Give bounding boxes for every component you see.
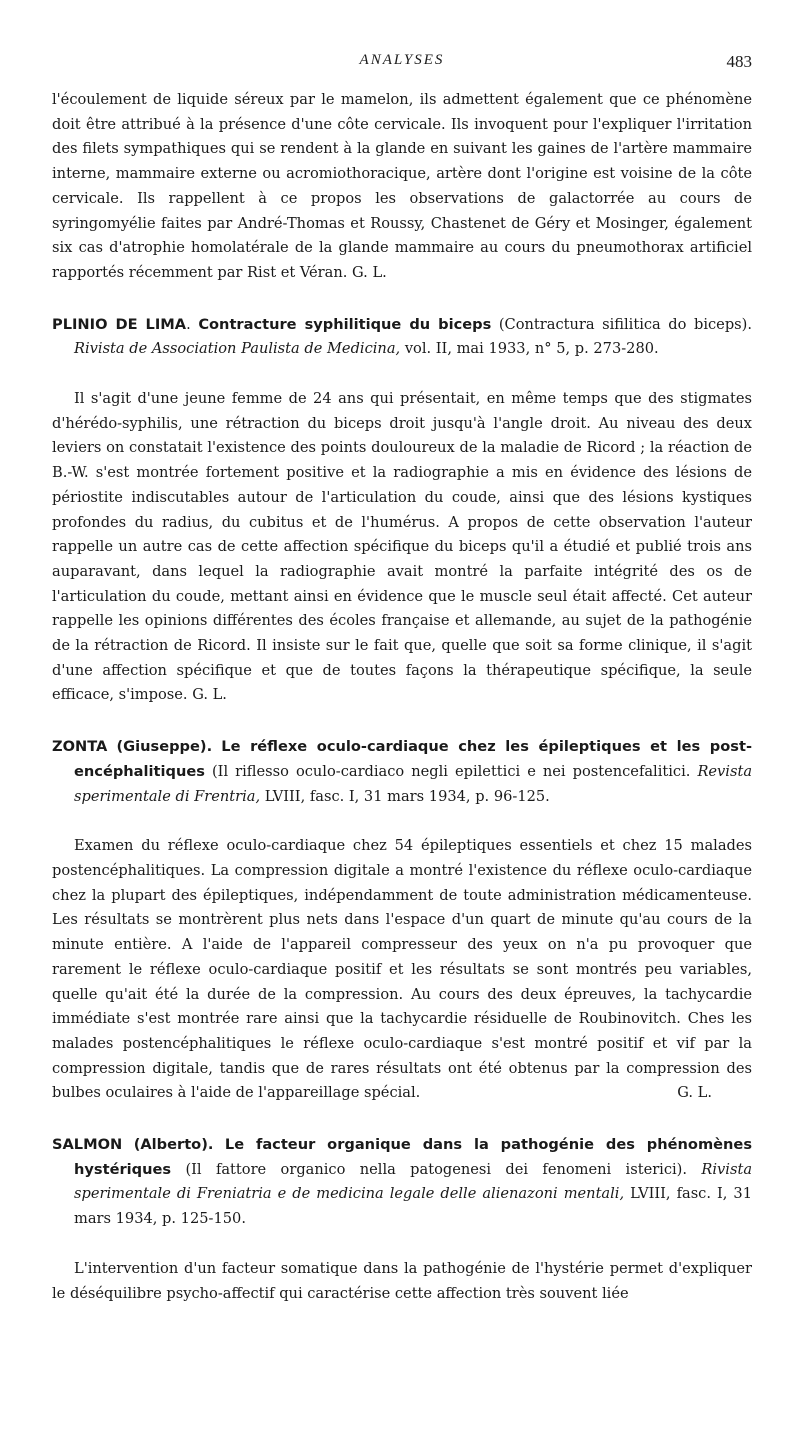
entry-title: Le réflexe oculo-cardiaque chez les épileptiques et les post-encéphalitiques [74, 738, 752, 780]
continuation-signature: G. L. [352, 263, 387, 281]
entry-heading [52, 735, 752, 809]
entry-abstract [52, 387, 752, 708]
entry-signature: G. L. [192, 686, 227, 704]
entry-abstract [52, 834, 752, 1106]
entry-original-title: (Il fattore organico nella patogenesi dei fenomeni isterici). [185, 1160, 688, 1178]
entry-first-name: (Alberto). [133, 1136, 214, 1154]
entry-title: Contracture syphilitique du biceps [198, 315, 492, 333]
entry-signature: G. L. [677, 1084, 712, 1102]
entry-author: ZONTA [52, 738, 108, 756]
continuation-text: l'écoulement de liquide séreux par le mamelon, ils admettent également que ce phénomène doit être attribué à la présence d'une côte cervicale. Ils invoquent pour l'expliquer l'irritation des filets sympathiques qui se rendent à la glande en suivant les gaines de l'artère mammaire interne, mammaire externe ou acromiothoracique, artère dont l'origine est voisine de la côte cervicale. Ils rappellent à ce propos les observations de galactorrée au cours de syringomyélie faites par André-Thomas et Roussy, Chastenet de Géry et Mosinger, également six cas d'atrophie homolatérale de la glande mammaire au cours du pneumothorax artificiel rapportés récemment par Rist et Véran. [52, 91, 752, 281]
entry-journal: Revista sperimentale di Frentria, [74, 762, 753, 805]
entry-heading: PLINIO DE LIMA. Contracture syphilitique du biceps (Contractura sifilitica do biceps). Rivista de Association Paulista de Medicina, vol. II, mai 1933, n° 5, p. 273-280. [52, 315, 752, 358]
entry-abstract-text: Examen du réflexe oculo-cardiaque chez 54 épileptiques essentiels et chez 15 malades postencéphalitiques. La compression digitale a montré l'existence du réflexe oculo-cardiaque chez la plupart des épileptiques, indépendamment de toute administration médicamenteuse. Les résultats se montrèrent plus nets dans l'espace d'un quart de minute qu'au cours de la minute entière. A l'aide de l'appareil compresseur des yeux on n'a pu provoquer que rarement le réflexe oculo-cardiaque positif et les résultats se sont montrés peu variables, quelle qu'ait été la durée de la compression. Au cours des deux épreuves, la tachycardie immédiate s'est montrée rare ainsi que la tachycardie résiduelle de Roubinovitch. Ches les malades postencéphalitiques le réflexe oculo-cardiaque s'est montré positif et vif par la compression digitale, tandis que de rares résultats ont été obtenus par la compression des bulbes oculaires à l'aide de l'appareillage spécial. [52, 837, 752, 1102]
entry-author: SALMON [52, 1136, 123, 1154]
page-number: 483 [726, 52, 752, 71]
page-header [52, 52, 752, 76]
entry-citation: LVIII, fasc. I, 31 mars 1934, p. 96-125. [264, 787, 550, 805]
continuation-paragraph [52, 88, 752, 286]
entry-original-title: (Contractura sifilitica do biceps). [498, 315, 752, 333]
page-body [52, 88, 752, 1306]
entry-first-name: (Giuseppe). [116, 738, 213, 756]
entry-journal: Rivista sperimentale di Freniatria e de medicina legale delle alienazoni mentali, [74, 1160, 753, 1203]
entry-abstract-text: L'intervention d'un facteur somatique dans la pathogénie de l'hystérie permet d'expliquer le déséquilibre psycho-affectif qui caractérise cette affection très souvent liée [52, 1259, 752, 1302]
entry-journal: Rivista de Association Paulista de Medicina, [74, 340, 401, 358]
entry-title: Le facteur organique dans la pathogénie des phénomènes hystériques [74, 1136, 753, 1178]
entry-citation: LVIII, fasc. I, 31 mars 1934, p. 125-150. [74, 1185, 753, 1228]
entry-original-title: (Il riflesso oculo-cardiaco negli epilettici e nei postencefalitici. [211, 762, 691, 780]
entry-abstract-text: Il s'agit d'une jeune femme de 24 ans qui présentait, en même temps que des stigmates d'hérédo-syphilis, une rétraction du biceps droit jusqu'à l'angle droit. Au niveau des deux leviers on constatait l'existence des points douloureux de la maladie de Ricord ; la réaction de B.-W. s'est montrée fortement positive et la radiographie a mis en évidence des lésions de périostite indiscutables autour de l'articulation du coude, ainsi que des lésions kystiques profondes du radius, du cubitus et de l'humérus. A propos de cette observation l'auteur rappelle un autre cas de cette affection spécifique du biceps qu'il a étudié et publié trois ans auparavant, dans lequel la radiographie avait montré la parfaite intégrité des os de l'articulation du coude, mettant ainsi en évidence que le muscle seul était affecté. Cet auteur rappelle les opinions différentes des écoles française et allemande, au sujet de la pathogénie de la rétraction de Ricord. Il insiste sur le fait que, quelle que soit sa forme clinique, il s'agit d'une affection spécifique et que de toutes façons la thérapeutique spécifique, la seule efficace, s'impose. [52, 390, 752, 704]
running-title: ANALYSES [359, 52, 445, 68]
entry-abstract [52, 1257, 752, 1306]
entry-citation: vol. II, mai 1933, n° 5, p. 273-280. [404, 340, 659, 358]
entry-heading [52, 1133, 752, 1232]
entry-author: PLINIO DE LIMA [52, 315, 187, 333]
